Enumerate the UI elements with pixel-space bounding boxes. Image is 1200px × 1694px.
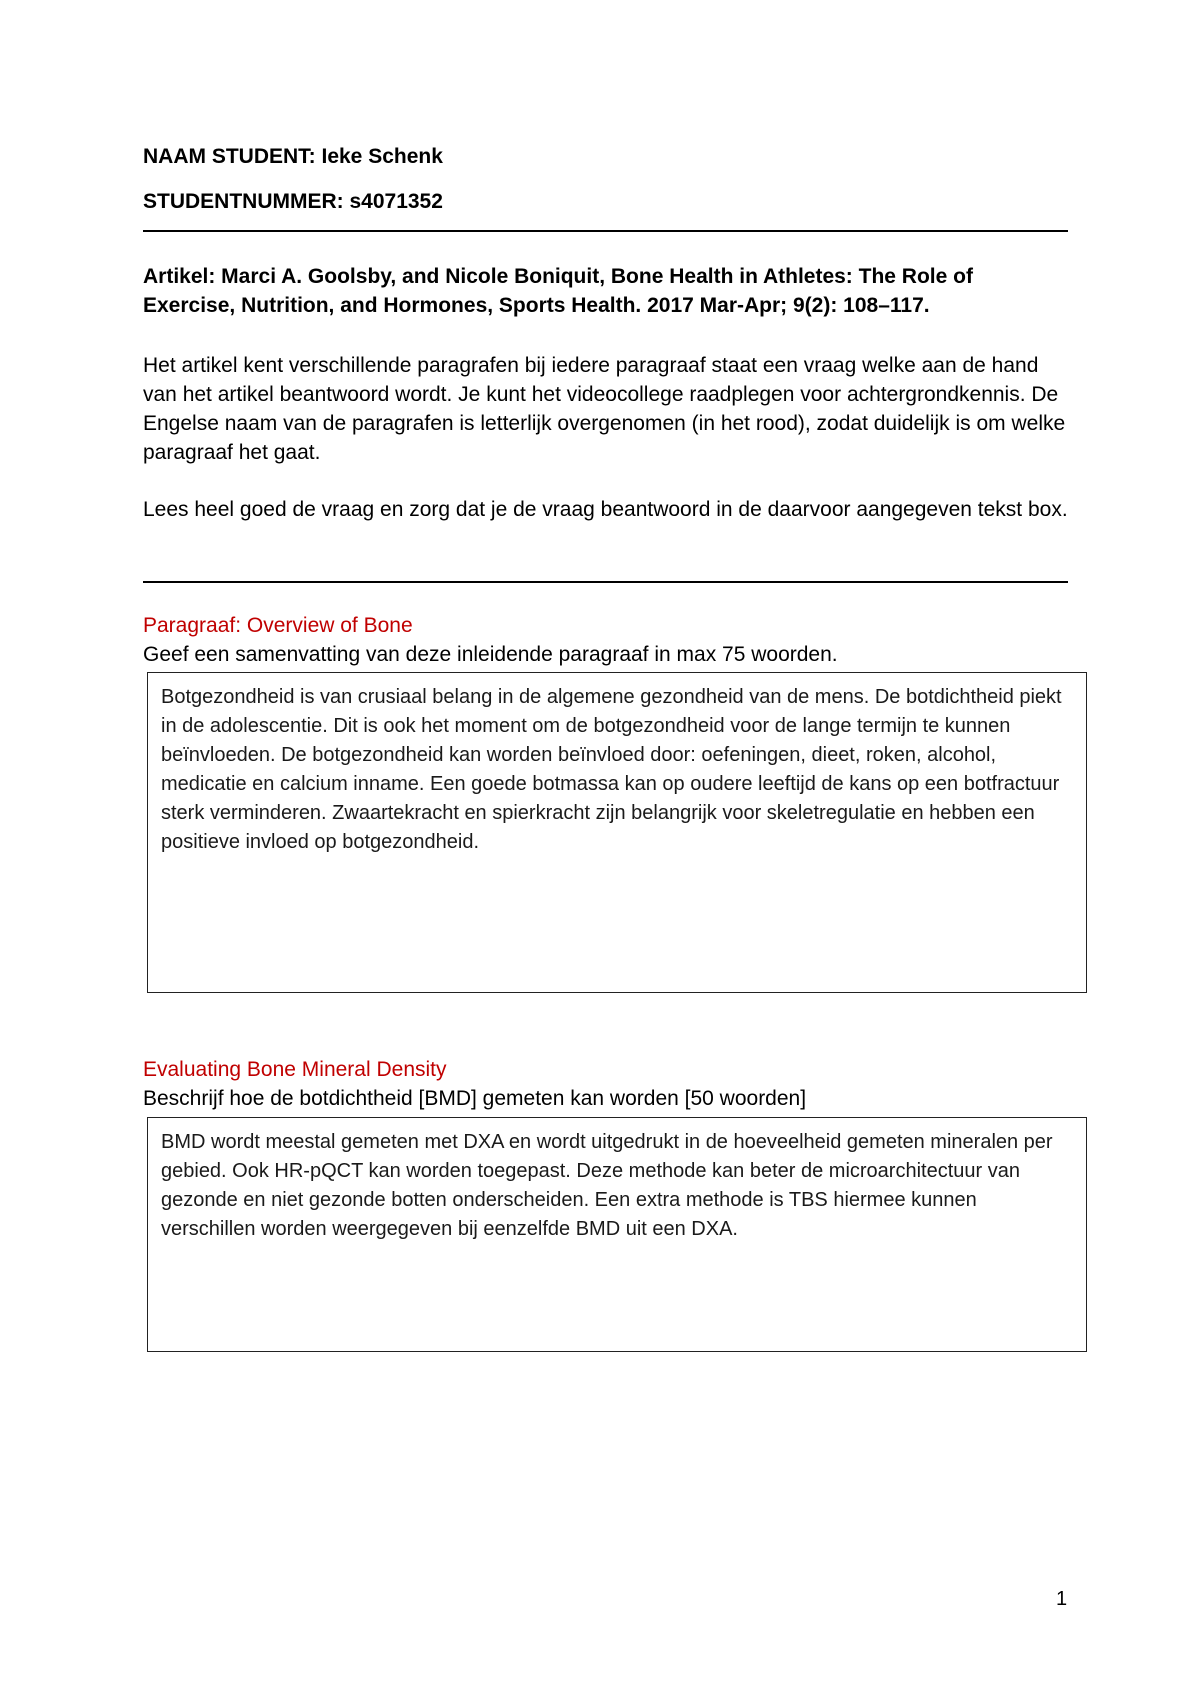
answer-box-bmd[interactable] bbox=[147, 1117, 1087, 1352]
divider-bottom bbox=[143, 581, 1068, 583]
divider-top bbox=[143, 230, 1068, 232]
section-question-bmd: Beschrijf hoe de botdichtheid [BMD] gemeten kan worden [50 woorden] bbox=[143, 1087, 807, 1110]
student-number: STUDENTNUMMER: s4071352 bbox=[143, 190, 443, 213]
article-citation-line-1: Artikel: Marci A. Goolsby, and Nicole Boniquit, Bone Health in Athletes: The Role of bbox=[143, 265, 973, 288]
answer-box-overview[interactable] bbox=[147, 672, 1087, 993]
answer-text-bmd: BMD wordt meestal gemeten met DXA en wordt uitgedrukt in de hoeveelheid gemeten mineralen per gebied. Ook HR-pQCT kan worden toegepast. Deze methode kan beter de microarchitectuur van gezonde en niet gezonde botten onderscheiden. Een extra methode is TBS hiermee kunnen verschillen worden weergegeven bij eenzelfde BMD uit een DXA. bbox=[161, 1131, 1053, 1240]
section-heading-bmd: Evaluating Bone Mineral Density bbox=[143, 1058, 447, 1081]
section-question-overview: Geef een samenvatting van deze inleidende paragraaf in max 75 woorden. bbox=[143, 643, 838, 666]
instruction-paragraph: Lees heel goed de vraag en zorg dat je de vraag beantwoord in de daarvoor aangegeven tekst box. bbox=[143, 498, 1068, 521]
article-citation-line-2: Exercise, Nutrition, and Hormones, Sports Health. 2017 Mar-Apr; 9(2): 108–117. bbox=[143, 294, 930, 317]
student-name: NAAM STUDENT: Ieke Schenk bbox=[143, 145, 443, 168]
section-heading-overview: Paragraaf: Overview of Bone bbox=[143, 614, 413, 637]
page-number: 1 bbox=[1056, 1588, 1068, 1610]
answer-text-overview: Botgezondheid is van crusiaal belang in de algemene gezondheid van de mens. De botdichtheid piekt in de adolescentie. Dit is ook het moment om de botgezondheid voor de lange termijn te kunnen beïnvloeden. De botgezondheid kan worden beïnvloed door: oefeningen, dieet, roken, alcohol, medicatie en calcium inname. Een goede botmassa kan op oudere leeftijd de kans op een botfractuur sterk verminderen. Zwaartekracht en spierkracht zijn belangrijk voor skeletregulatie en hebben een positieve invloed op botgezondheid. bbox=[161, 686, 1062, 853]
intro-paragraph: Het artikel kent verschillende paragrafen bij iedere paragraaf staat een vraag welke aan de hand van het artikel beantwoord wordt. Je kunt het videocollege raadplegen voor achtergrondkennis. De Engelse naam van de paragrafen is letterlijk overgenomen (in het rood), zodat duidelijk is om welke paragraaf het gaat. bbox=[143, 354, 1066, 464]
